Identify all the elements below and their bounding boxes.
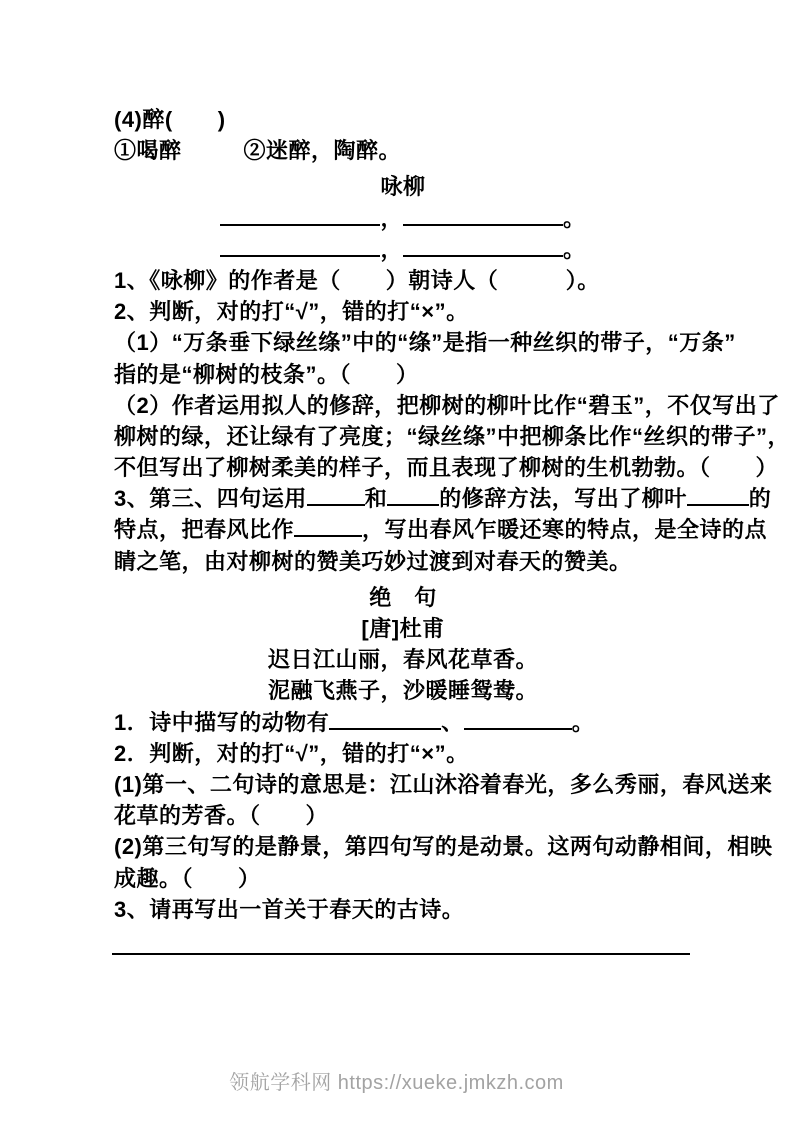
yongliu-q2-item2-line2-text: 柳树的绿，还让绿有了亮度；“绿丝绦”中把柳条比作“丝织的带子”， [114,423,791,449]
watermark [0,1066,793,1095]
poem-title-jueju-text: 绝 句 [369,584,437,610]
poem-verse-1-text: 迟日江山丽，春风花草香。 [267,647,538,673]
answer-blank[interactable] [220,204,380,226]
yongliu-q2-item2-line3 [114,452,779,483]
period: 。 [563,205,586,231]
option-1: ①喝醉 [114,138,182,164]
answer-blank[interactable] [329,708,441,730]
exercise4-stem-text: (4)醉( ) [114,107,226,132]
yongliu-q2-item2-line3-text: 不但写出了柳树柔美的样子，而且表现了柳树的生机勃勃。（ ） [114,455,779,481]
jueju-question-1 [114,707,692,738]
q3-line2-seg1: 特点，把春风比作 [114,517,295,543]
yongliu-question-2 [114,296,692,327]
jueju-q2-item1-line1 [114,769,773,800]
answer-write-line[interactable] [112,953,690,955]
answer-blank[interactable] [294,515,362,537]
answer-blank[interactable] [403,204,563,226]
yongliu-q2-item1-line2 [114,359,692,390]
jueju-q1-seg1: 1．诗中描写的动物有 [114,709,330,735]
poem-fill-line-2 [114,234,692,265]
yongliu-question-3-line3 [114,546,692,577]
yongliu-q2-item1-line2-text: 指的是“柳树的枝条”。（ ） [114,361,419,387]
yongliu-question-3-line2 [114,514,768,545]
yongliu-question-1-text: 1、《咏柳》的作者是（ ）朝诗人（ ）。 [114,267,600,293]
poem-fill-line-1 [114,203,692,234]
comma: ， [380,236,403,262]
jueju-q2-item1-line1-text: (1)第一、二句诗的意思是：江山沐浴着春光，多么秀丽，春风送来 [114,771,773,797]
yongliu-question-2-text: 2、判断，对的打“√”，错的打“×”。 [114,299,469,325]
jueju-q2-item1-line2-text: 花草的芳香。（ ） [114,803,329,829]
jueju-q1-seg3: 。 [571,709,595,735]
q3-seg3: 的修辞方法，写出了柳叶 [439,486,687,512]
q3-seg4: 的 [748,486,772,512]
period: 。 [563,236,586,262]
yongliu-question-1 [114,265,692,296]
yongliu-q2-item2-line1-text: （2）作者运用拟人的修辞，把柳树的柳叶比作“碧玉”，不仅写出了 [114,392,780,418]
yongliu-q2-item1-line1 [114,327,736,358]
jueju-q1-seg2: 、 [441,709,464,735]
answer-blank[interactable] [403,235,563,257]
option-2: ②迷醉，陶醉。 [243,138,402,164]
exercise4-stem [114,104,692,135]
jueju-question-3 [114,894,692,925]
jueju-q2-item1-line2 [114,800,692,831]
answer-blank[interactable] [387,484,439,506]
poem-verse-1 [114,644,692,675]
answer-blank[interactable] [220,235,380,257]
answer-blank[interactable] [687,484,749,506]
poem-author-text: [唐]杜甫 [361,616,445,641]
jueju-q2-item2-line1 [114,831,773,862]
yongliu-question-3-line1 [114,483,772,514]
poem-title-yongliu [114,171,692,202]
q3-line3-text: 睛之笔，由对柳树的赞美巧妙过渡到对春天的赞美。 [114,548,632,574]
q3-seg1: 3、第三、四句运用 [114,486,307,512]
jueju-q2-item2-line2 [114,863,692,894]
answer-blank[interactable] [464,708,572,730]
yongliu-q2-item2-line1 [114,390,780,421]
comma: ， [380,205,403,231]
yongliu-q2-item2-line2 [114,421,791,452]
watermark-text: 领航学科网 https://xueke.jmkzh.com [229,1072,564,1094]
jueju-q2-item2-line2-text: 成趣。（ ） [114,865,261,891]
yongliu-q2-item1-line1-text: （1）“万条垂下绿丝绦”中的“绦”是指一种丝织的带子，“万条” [114,330,736,356]
jueju-question-3-text: 3、请再写出一首关于春天的古诗。 [114,896,465,922]
poem-verse-2 [114,675,692,706]
poem-verse-2-text: 泥融飞燕子，沙暖睡鸳鸯。 [267,678,538,704]
poem-author [114,613,692,644]
jueju-q2-item2-line1-text: (2)第三句写的是静景，第四句写的是动景。这两句动静相间，相映 [114,834,773,860]
answer-blank[interactable] [307,484,365,506]
poem-title-jueju [114,582,692,613]
q3-seg2: 和 [364,486,388,512]
jueju-question-2-text: 2．判断，对的打“√”，错的打“×”。 [114,740,469,766]
worksheet-content [114,104,791,925]
poem-title-yongliu-text: 咏柳 [380,174,426,200]
q3-line2-seg2: ，写出春风乍暖还寒的特点，是全诗的点 [362,517,768,543]
exercise4-options [114,135,692,166]
jueju-question-2 [114,738,692,769]
